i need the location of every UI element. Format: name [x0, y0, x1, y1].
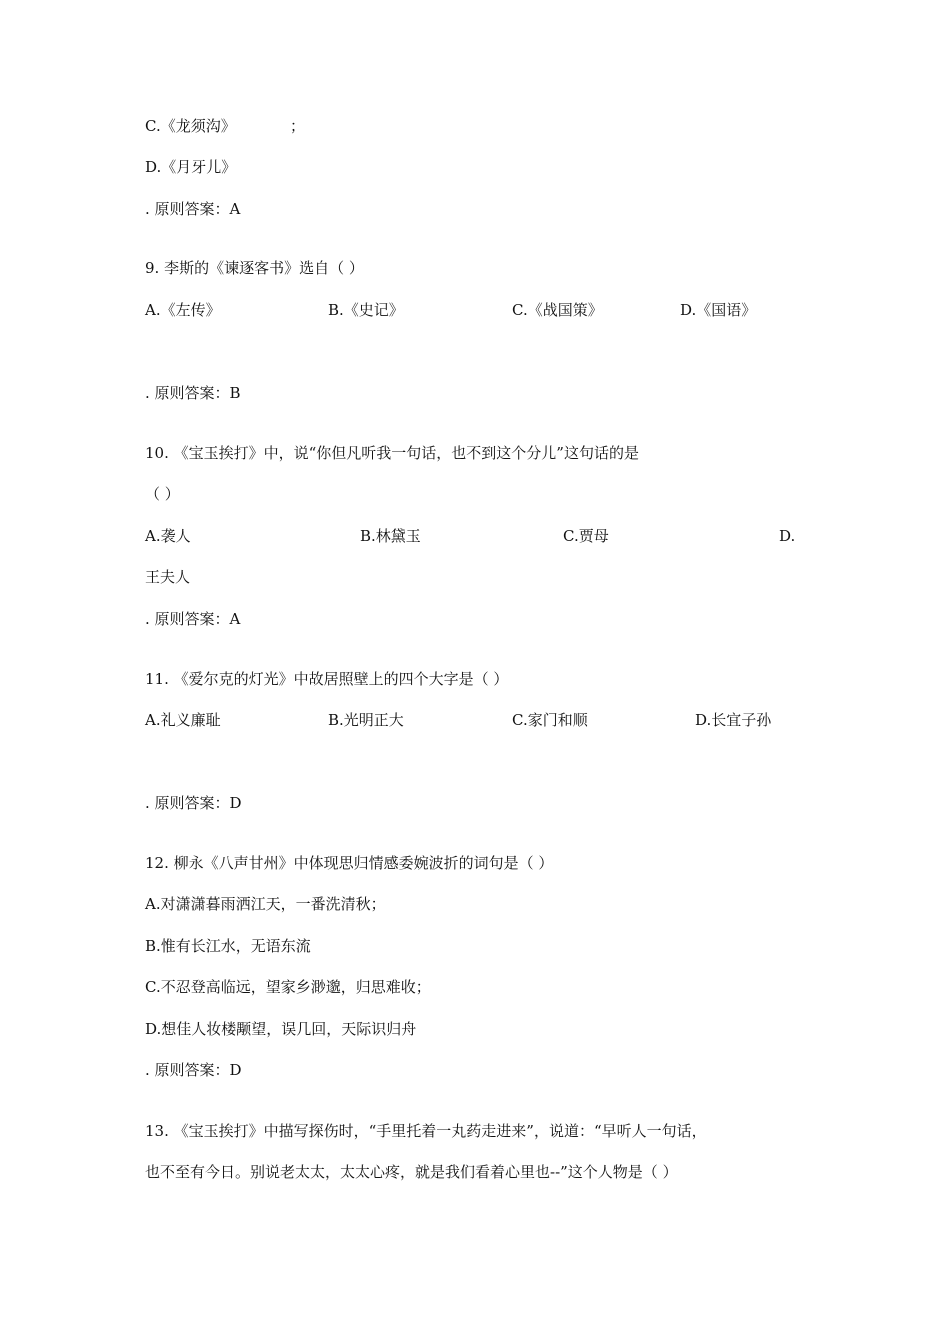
q9-option-d: D.《国语》	[680, 301, 757, 319]
q12-answer: . 原则答案：D	[145, 1061, 242, 1079]
q10-stem: 10. 《宝玉挨打》中，说“你但凡听我一句话，也不到这个分儿”这句话的是	[145, 444, 639, 462]
q10-option-d-wrap: 王夫人	[145, 568, 191, 586]
q12-stem: 12. 柳永《八声甘州》中体现思归情感委婉波折的词句是（ ）	[145, 854, 554, 872]
q8-option-c: C.《龙须沟》	[145, 117, 236, 135]
q9-answer: . 原则答案：B	[145, 384, 241, 402]
q11-option-c: C.家门和顺	[512, 711, 588, 729]
q10-answer: . 原则答案：A	[145, 610, 241, 628]
q11-option-b: B.光明正大	[328, 711, 404, 729]
q10-option-a: A.袭人	[145, 527, 191, 545]
q8-option-d: D.《月牙儿》	[145, 158, 237, 176]
q10-option-b: B.林黛玉	[360, 527, 421, 545]
q11-option-a: A.礼义廉耻	[145, 711, 221, 729]
q13-stem-line1: 13. 《宝玉挨打》中描写探伤时，“手里托着一丸药走进来”，说道：“早听人一句话，	[145, 1122, 707, 1140]
q9-option-a: A.《左传》	[145, 301, 221, 319]
q10-option-d: D.	[779, 527, 796, 545]
q12-option-b: B.惟有长江水，无语东流	[145, 937, 311, 955]
q9-option-c: C.《战国策》	[512, 301, 603, 319]
q10-option-c: C.贾母	[563, 527, 609, 545]
q11-answer: . 原则答案：D	[145, 794, 242, 812]
q11-option-d: D.长宜子孙	[695, 711, 772, 729]
q13-stem-line2: 也不至有今日。别说老太太，太太心疼，就是我们看着心里也--”这个人物是（ ）	[145, 1163, 678, 1181]
q9-stem: 9. 李斯的《谏逐客书》选自（ ）	[145, 259, 364, 277]
q12-option-a: A.对潇潇暮雨洒江天，一番洗清秋；	[145, 895, 386, 913]
q12-option-d: D.想佳人妆楼颙望，误几回，天际识归舟	[145, 1020, 417, 1038]
q12-option-c: C.不忍登高临远，望家乡渺邈，归思难收；	[145, 978, 431, 996]
q8-option-c-punct: ；	[290, 117, 306, 135]
q8-answer: . 原则答案：A	[145, 200, 241, 218]
q10-paren: （ ）	[145, 485, 180, 503]
q11-stem: 11. 《爱尔克的灯光》中故居照壁上的四个大字是（ ）	[145, 670, 509, 688]
q9-option-b: B.《史记》	[328, 301, 404, 319]
